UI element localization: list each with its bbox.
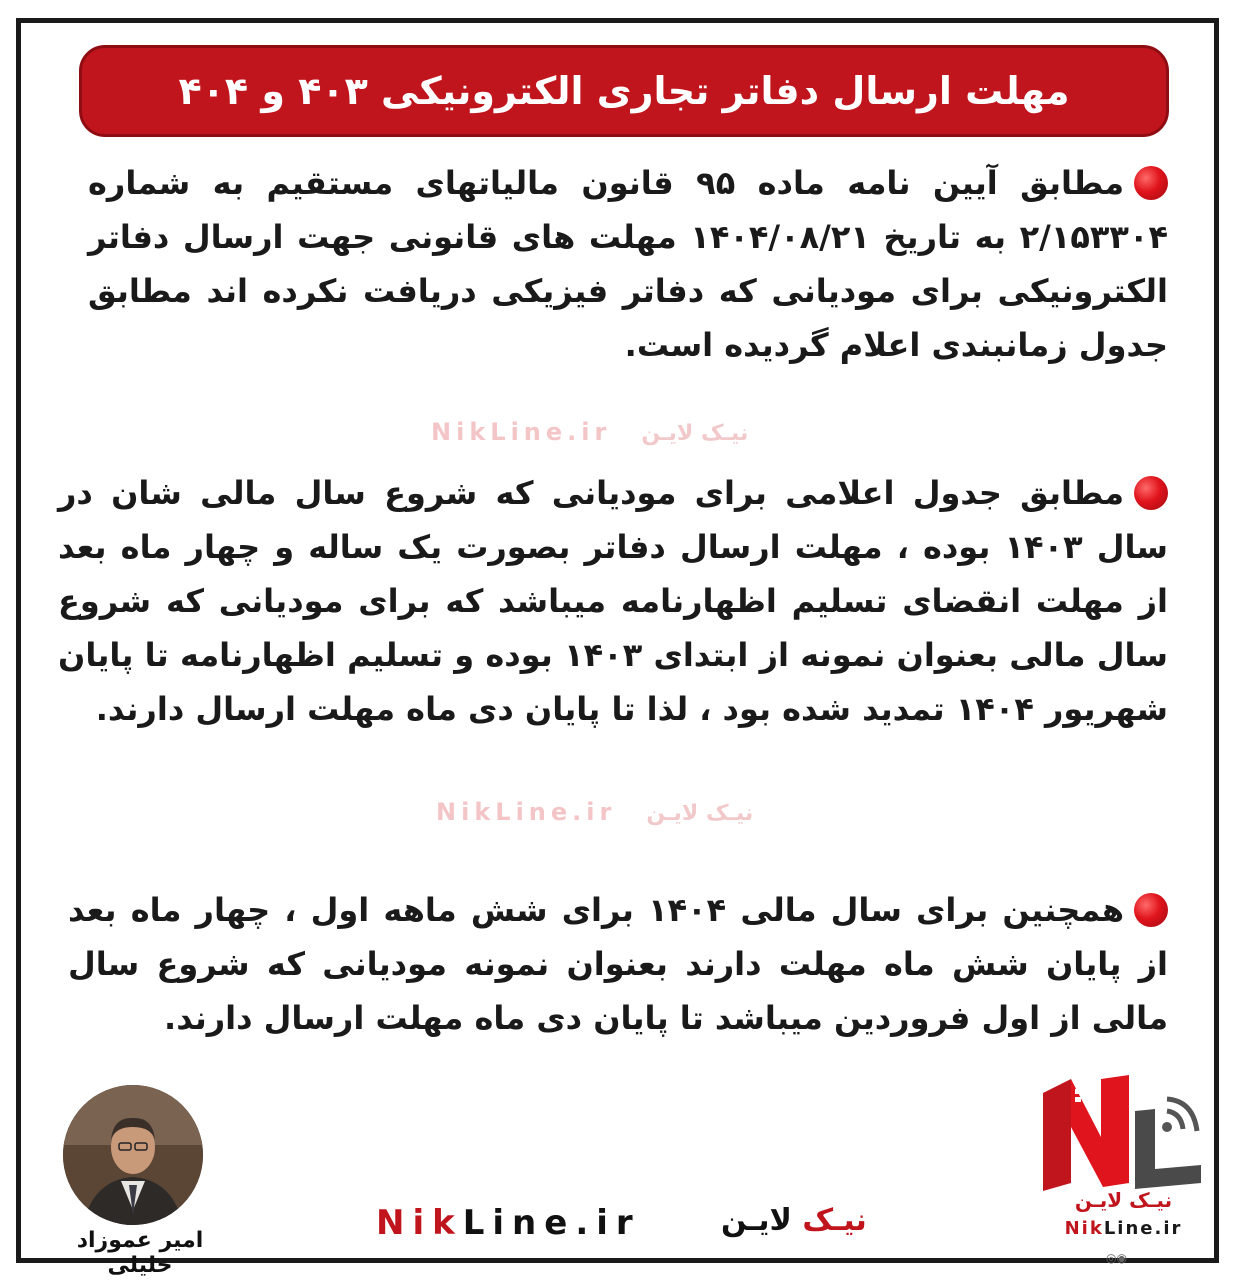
- paragraph-2-text: مطابق جدول اعلامی برای مودیانی که شروع سال مالی شان در سال ۱۴۰۳ بوده ، مهلت ارسال دفاتر بصورت یک ساله و چهار ماه بعد از مهلت انقضای تسلیم اظهارنامه میباشد که برای مودیانی که شروع سال مالی بعنوان نمونه از ابتدای ۱۴۰۳ بوده و تسلیم اظهارنامه تا پایان شهریور ۱۴۰۴ تمدید شده بود ، لذا تا پایان دی ماه مهلت ارسال دارند.: [58, 474, 1169, 728]
- brand-name-fa: [721, 1203, 867, 1238]
- social-icons: [1106, 1251, 1127, 1265]
- site-url-rest: Line.ir: [462, 1203, 641, 1243]
- logo-text-fa: نیـک لایـن: [1074, 1188, 1173, 1212]
- person-icon: [63, 1085, 203, 1225]
- instagram-icon: ◎: [1106, 1251, 1117, 1265]
- frame: [16, 18, 1219, 1278]
- red-bullet-icon: [1134, 166, 1168, 200]
- paragraph-3-text: همچنین برای سال مالی ۱۴۰۴ برای شش ماهه اول ، چهار ماه بعد از پایان شش ماه مهلت دارند بعنوان نمونه مودیانی که شروع سال مالی از اول فروردین میباشد تا پایان دی ماه مهلت ارسال دارند.: [68, 891, 1168, 1037]
- nikline-logo-icon: [1031, 1071, 1221, 1271]
- telegram-icon: ◉: [1116, 1251, 1127, 1265]
- brand-fa-rest: لایـن: [721, 1203, 792, 1238]
- site-url: [376, 1203, 641, 1243]
- paragraph-3: [68, 883, 1168, 1045]
- watermark-fa: نیـک لایـن: [646, 801, 754, 826]
- logo-text-en: [1036, 1218, 1211, 1239]
- watermark-fa: نیـک لایـن: [641, 421, 749, 446]
- watermark-1: [431, 418, 748, 446]
- red-bullet-icon: [1134, 476, 1168, 510]
- paragraph-1: [88, 156, 1168, 372]
- paragraph-1-text: مطابق آیین نامه ماده ۹۵ قانون مالیاتهای مستقیم به شماره ۲/۱۵۳۳۰۴ به تاریخ ۱۴۰۴/۰۸/۲۱ مهلت های قانونی جهت ارسال دفاتر الکترونیکی برای مودیانی که دفاتر فیزیکی دریافت نکرده اند مطابق جدول زمانبندی اعلام گردیده است.: [88, 164, 1168, 364]
- author-avatar: [63, 1085, 203, 1225]
- page-title: مهلت ارسال دفاتر تجاری الکترونیکی ۴۰۳ و ۴۰۴: [178, 69, 1070, 113]
- red-bullet-icon: [1134, 893, 1168, 927]
- logo-en-rest: Line.ir: [1103, 1218, 1183, 1239]
- paragraph-2: [58, 466, 1168, 736]
- author-name: امیر عموزاد خلیلی: [76, 1228, 204, 1278]
- watermark-2: [436, 798, 753, 826]
- title-banner: [79, 45, 1169, 137]
- brand-fa-red: نیـک: [802, 1203, 867, 1238]
- watermark-en: NikLine.ir: [436, 798, 617, 826]
- logo-en-red: Nik: [1064, 1218, 1104, 1239]
- site-url-prefix: Nik: [376, 1203, 463, 1243]
- watermark-en: NikLine.ir: [431, 418, 612, 446]
